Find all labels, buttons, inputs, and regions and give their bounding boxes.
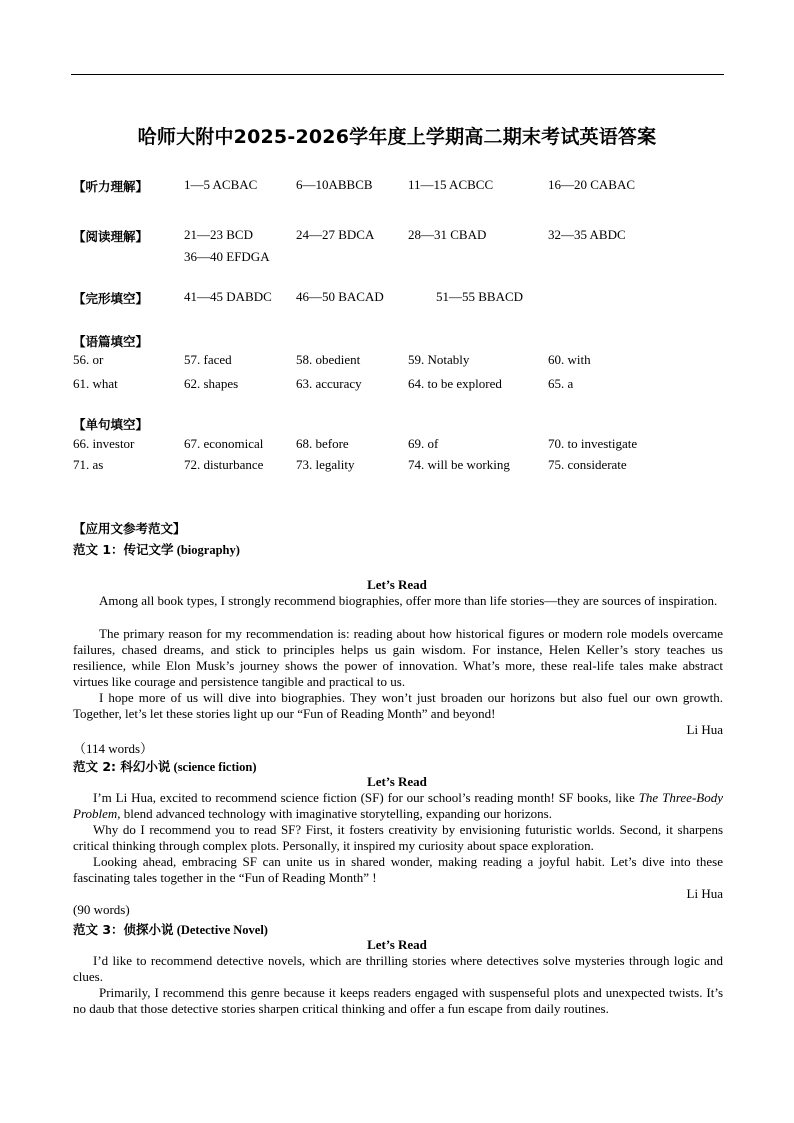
essay-paragraph: Among all book types, I strongly recommend biographies, offer more than life stories—they are sources of inspiration. xyxy=(99,593,718,608)
grammar-answer: 65. a xyxy=(548,376,574,391)
sentence-fill-label: 【单句填空】 xyxy=(73,417,149,432)
sample-heading-cn: 范文 3：侦探小说 xyxy=(73,922,174,937)
word-count: (90 words) xyxy=(73,902,130,917)
grammar-answer: 64. to be explored xyxy=(408,376,502,391)
header-rule xyxy=(71,74,724,75)
writing-label: 【应用文参考范文】 xyxy=(73,521,186,536)
reading-answer: 28—31 CBAD xyxy=(408,227,487,242)
sample-2-heading xyxy=(73,757,256,775)
sentence-answer: 73. legality xyxy=(296,457,355,472)
grammar-fill-label: 【语篇填空】 xyxy=(73,334,149,349)
reading-answer: 32—35 ABDC xyxy=(548,227,626,242)
reading-label: 【阅读理解】 xyxy=(73,229,149,244)
essay-title: Let’s Read xyxy=(367,577,427,592)
sentence-answer: 67. economical xyxy=(184,436,264,451)
cloze-label: 【完形填空】 xyxy=(73,291,149,306)
essay-paragraph: Why do I recommend you to read SF? First, it fosters creativity by envisioning futuristic worlds. Second, it sharpens critical thinking through complex plots. Personally, it inspired my curiosity about space exploration. xyxy=(73,822,723,854)
cloze-answer: 51—55 BBACD xyxy=(436,289,524,304)
sample-heading-en: (Detective Novel) xyxy=(176,923,268,937)
listening-answer: 6—10ABBCB xyxy=(296,177,373,192)
sentence-answer: 68. before xyxy=(296,436,349,451)
sentence-answer: 74. will be working xyxy=(408,457,510,472)
page-title: 哈师大附中2025-2026学年度上学期高二期末考试英语答案 xyxy=(137,126,657,148)
sentence-answer: 71. as xyxy=(73,457,104,472)
grammar-answer: 59. Notably xyxy=(408,352,470,367)
sentence-answer: 70. to investigate xyxy=(548,436,638,451)
sample-1-heading xyxy=(73,540,240,558)
essay-paragraph: Looking ahead, embracing SF can unite us in shared wonder, making reading a joyful habit. Let’s dive into these fascinating tales together in the “Fun of Reading Month” ! xyxy=(73,854,723,886)
essay-paragraph: I’d like to recommend detective novels, which are thrilling stories where detectives solve mysteries through logic and clues. xyxy=(73,953,723,985)
sample-heading-cn: 范文 1：传记文学 xyxy=(73,542,174,557)
essay-title: Let’s Read xyxy=(367,774,427,789)
grammar-answer: 57. faced xyxy=(184,352,232,367)
grammar-answer: 63. accuracy xyxy=(296,376,362,391)
grammar-answer: 60. with xyxy=(548,352,591,367)
sentence-answer: 72. disturbance xyxy=(184,457,264,472)
essay-paragraph: The primary reason for my recommendation is: reading about how historical figures or modern role models overcame failures, chased dreams, and stick to principles helps us gain wisdom. For instance, Helen Keller’s story teaches us resilience, while Elon Musk’s journey shows the power of innovation. What’s more, these real-life tales make abstract virtues like courage and persistence tangible and practical to us. xyxy=(73,626,723,690)
listening-label: 【听力理解】 xyxy=(73,179,149,194)
grammar-answer: 61. what xyxy=(73,376,118,391)
signature: Li Hua xyxy=(686,886,723,901)
listening-answer: 16—20 CABAC xyxy=(548,177,636,192)
paragraph-text: , blend advanced technology with imaginative storytelling, expanding our horizons. xyxy=(117,806,552,822)
essay-paragraph: Primarily, I recommend this genre because it keeps readers engaged with suspenseful plots and unexpected twists. It’s no daub that those detective stories sharpen critical thinking and offer a fun escape from daily routines. xyxy=(73,985,723,1017)
cloze-answer: 46—50 BACAD xyxy=(296,289,384,304)
reading-answer: 21—23 BCD xyxy=(184,227,253,242)
word-count: （114 words） xyxy=(73,741,154,756)
sample-heading-cn: 范文 2: 科幻小说 xyxy=(73,759,171,774)
grammar-answer: 56. or xyxy=(73,352,104,367)
reading-answer: 36—40 EFDGA xyxy=(184,249,270,264)
sentence-answer: 69. of xyxy=(408,436,439,451)
grammar-answer: 62. shapes xyxy=(184,376,239,391)
signature: Li Hua xyxy=(686,722,723,737)
paragraph-text: I’m Li Hua, excited to recommend science fiction (SF) for our school’s reading month! SF books, like xyxy=(93,790,639,805)
sample-heading-en: (biography) xyxy=(176,543,240,557)
reading-answer: 24—27 BDCA xyxy=(296,227,375,242)
listening-answer: 11—15 ACBCC xyxy=(408,177,494,192)
book-title: The Three-Body Problem xyxy=(73,790,723,822)
cloze-answer: 41—45 DABDC xyxy=(184,289,272,304)
sample-3-heading xyxy=(73,920,268,938)
sentence-answer: 66. investor xyxy=(73,436,135,451)
grammar-answer: 58. obedient xyxy=(296,352,361,367)
listening-answer: 1—5 ACBAC xyxy=(184,177,258,192)
essay-title: Let’s Read xyxy=(367,937,427,952)
sample-heading-en: (science fiction) xyxy=(173,760,257,774)
essay-paragraph xyxy=(73,790,723,822)
sentence-answer: 75. considerate xyxy=(548,457,627,472)
essay-paragraph: I hope more of us will dive into biographies. They won’t just broaden our horizons but also fuel our own growth. Together, let’s let these stories light up our “Fun of Reading Month” and beyond! xyxy=(73,690,723,722)
